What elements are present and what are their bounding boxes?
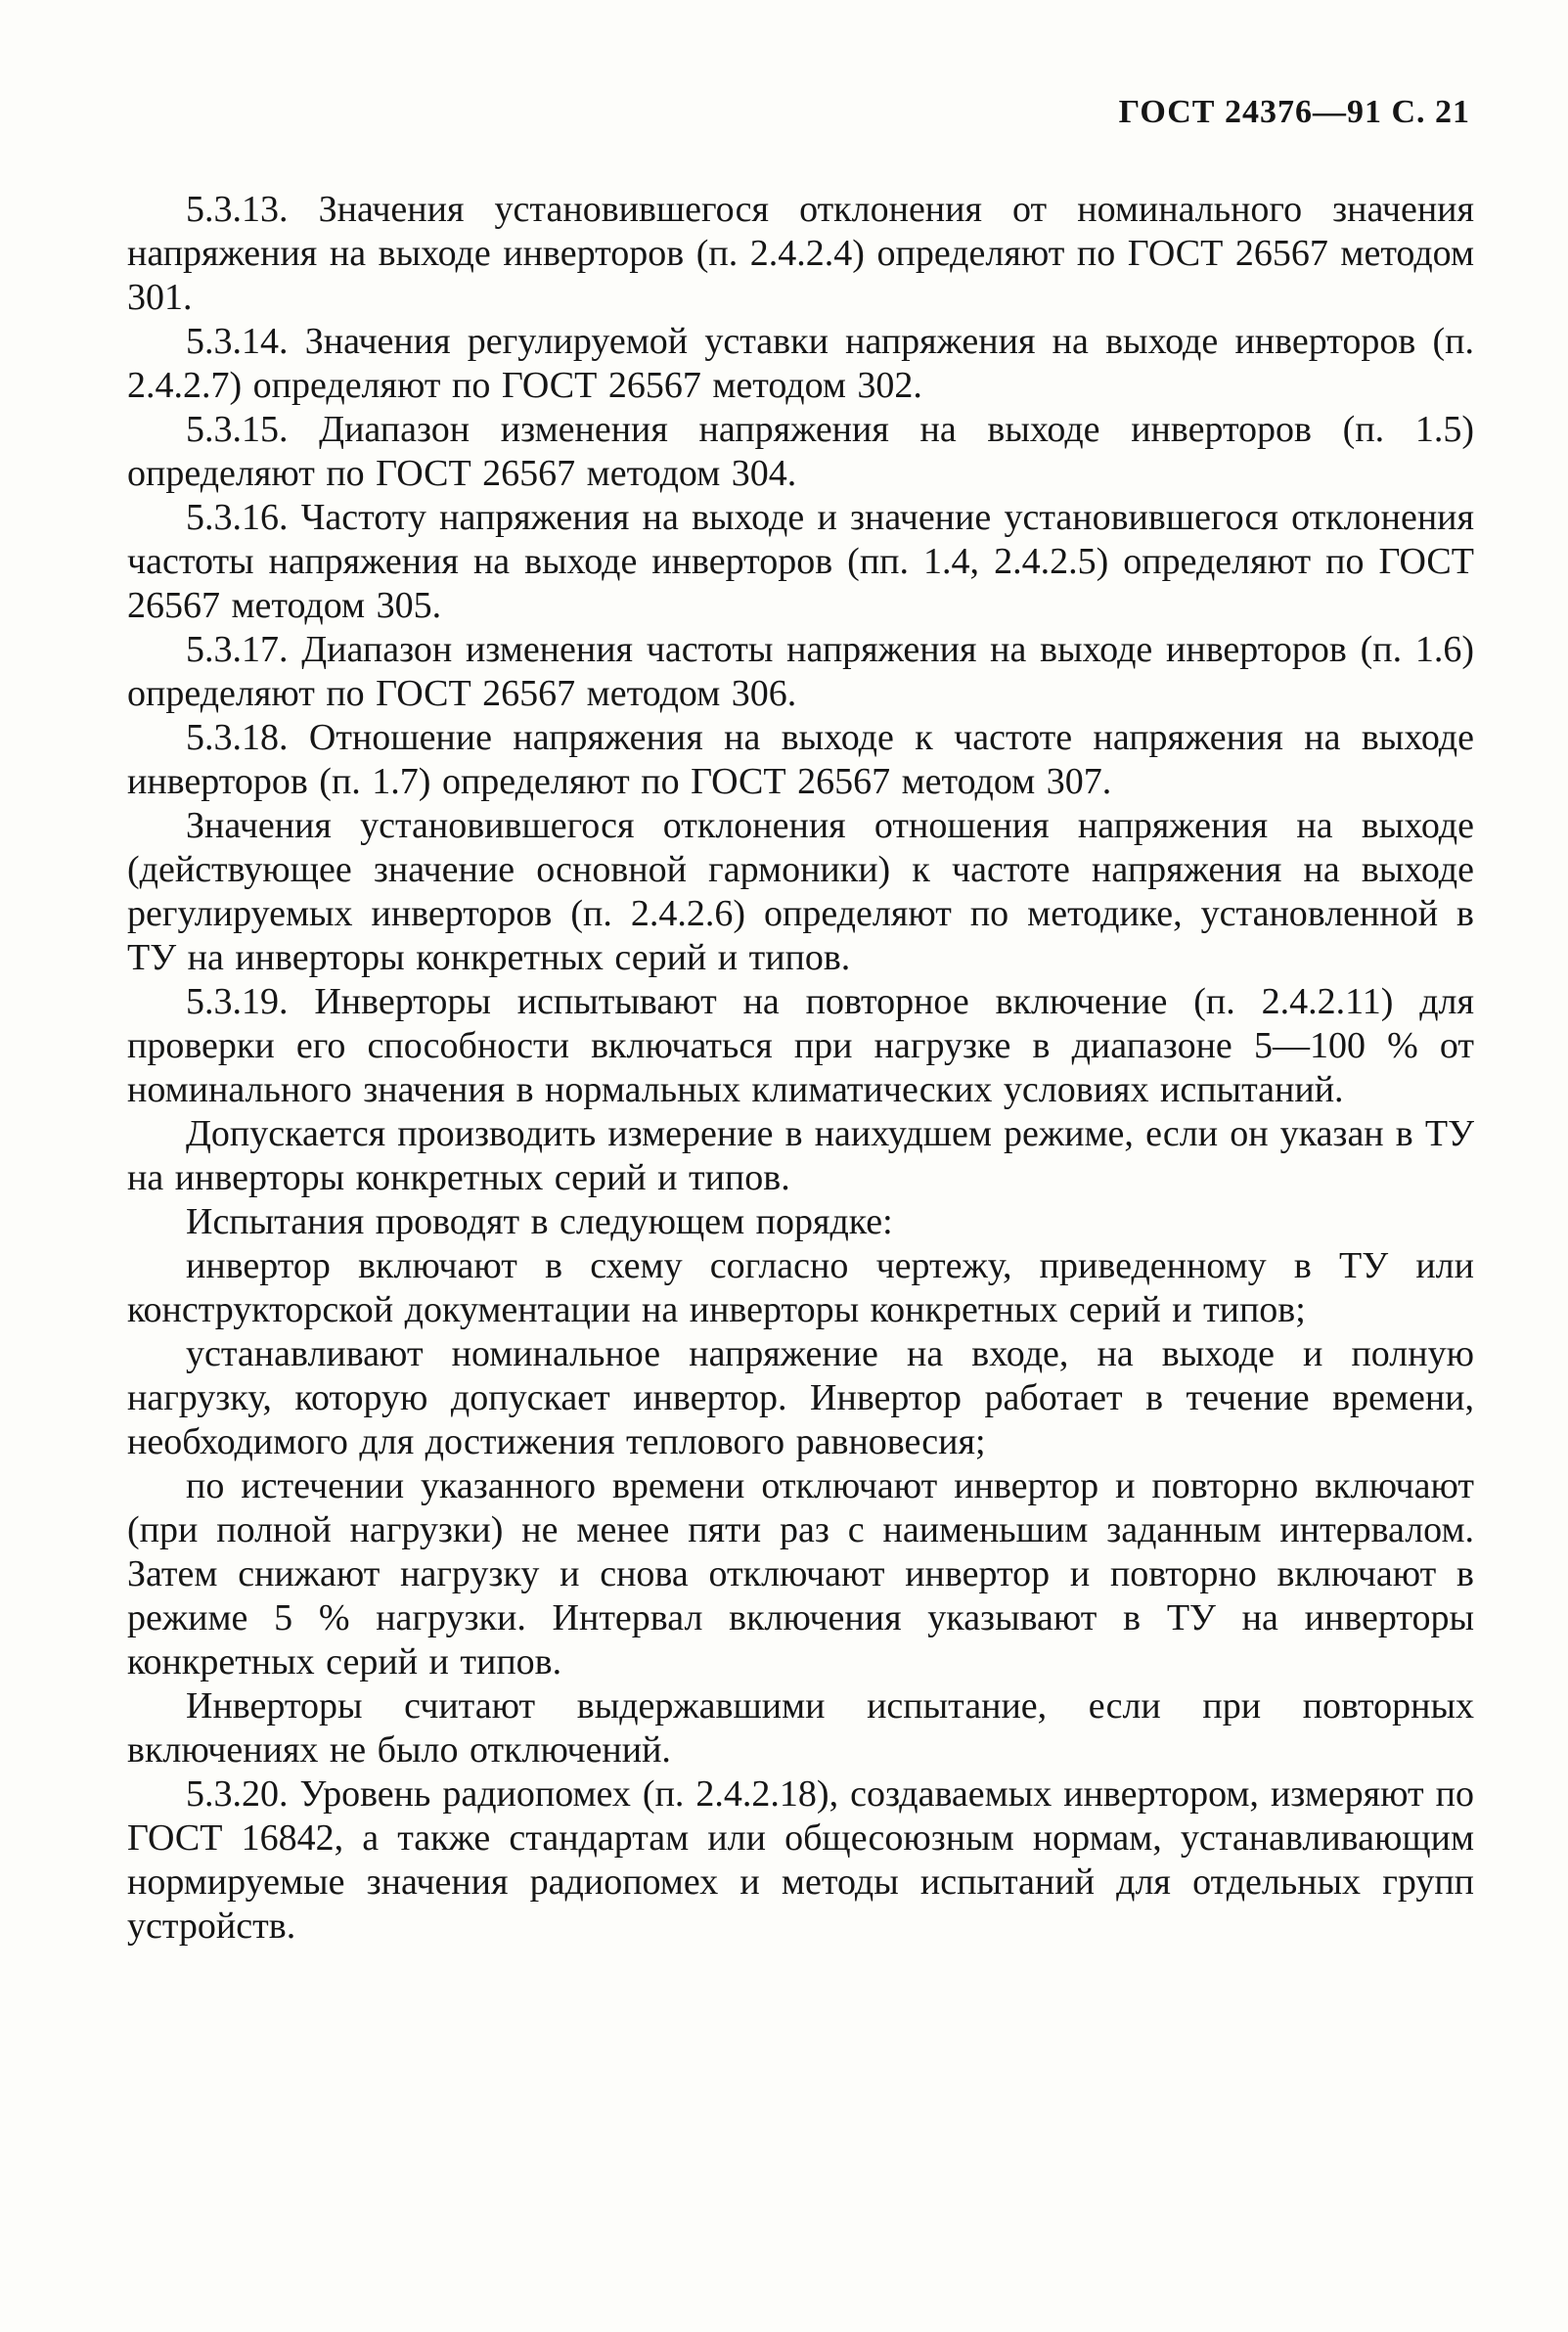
paragraph: 5.3.20. Уровень радиопомех (п. 2.4.2.18), создаваемых инвертором, измеряют по ГОСТ 16842, а также стандартам или общесоюзным нормам, устанавливающим нормируемые значения радиопомех и методы испытаний для отдельных групп устройств. xyxy=(127,1773,1474,1947)
document-body xyxy=(127,188,1474,1949)
paragraph: Допускается производить измерение в наихудшем режиме, если он указан в ТУ на инверторы конкретных серий и типов. xyxy=(127,1113,1474,1198)
paragraph: 5.3.19. Инверторы испытывают на повторное включение (п. 2.4.2.11) для проверки его способности включаться при нагрузке в диапазоне 5—100 % от номинального значения в нормальных климатических условиях испытаний. xyxy=(127,981,1474,1110)
paragraph: 5.3.18. Отношение напряжения на выходе к частоте напряжения на выходе инверторов (п. 1.7) определяют по ГОСТ 26567 методом 307. xyxy=(127,717,1474,802)
page-header: ГОСТ 24376—91 С. 21 xyxy=(1118,94,1470,130)
paragraph: Значения установившегося отклонения отношения напряжения на выходе (действующее значение основной гармоники) к частоте напряжения на выходе регулируемых инверторов (п. 2.4.2.6) определяют по методике, установленной в ТУ на инверторы конкретных серий и типов. xyxy=(127,805,1474,978)
paragraph: инвертор включают в схему согласно чертежу, приведенному в ТУ или конструкторской документации на инверторы конкретных серий и типов; xyxy=(127,1245,1474,1330)
paragraph: 5.3.14. Значения регулируемой уставки напряжения на выходе инверторов (п. 2.4.2.7) определяют по ГОСТ 26567 методом 302. xyxy=(127,321,1474,406)
paragraph: 5.3.15. Диапазон изменения напряжения на выходе инверторов (п. 1.5) определяют по ГОСТ 26567 методом 304. xyxy=(127,409,1474,494)
paragraph: 5.3.17. Диапазон изменения частоты напряжения на выходе инверторов (п. 1.6) определяют по ГОСТ 26567 методом 306. xyxy=(127,629,1474,714)
paragraph: по истечении указанного времени отключают инвертор и повторно включают (при полной нагрузки) не менее пяти раз с наименьшим заданным интервалом. Затем снижают нагрузку и снова отключают инвертор и повторно включают в режиме 5 % нагрузки. Интервал включения указывают в ТУ на инверторы конкретных серий и типов. xyxy=(127,1465,1474,1682)
paragraph: устанавливают номинальное напряжение на входе, на выходе и полную нагрузку, которую допускает инвертор. Инвертор работает в течение времени, необходимого для достижения теплового равновесия; xyxy=(127,1333,1474,1462)
paragraph: 5.3.13. Значения установившегося отклонения от номинального значения напряжения на выходе инверторов (п. 2.4.2.4) определяют по ГОСТ 26567 методом 301. xyxy=(127,189,1474,318)
paragraph: Испытания проводят в следующем порядке: xyxy=(186,1201,893,1242)
paragraph: Инверторы считают выдержавшими испытание, если при повторных включениях не было отключений. xyxy=(127,1685,1474,1771)
paragraph: 5.3.16. Частоту напряжения на выходе и значение установившегося отклонения частоты напряжения на выходе инверторов (пп. 1.4, 2.4.2.5) определяют по ГОСТ 26567 методом 305. xyxy=(127,497,1474,626)
